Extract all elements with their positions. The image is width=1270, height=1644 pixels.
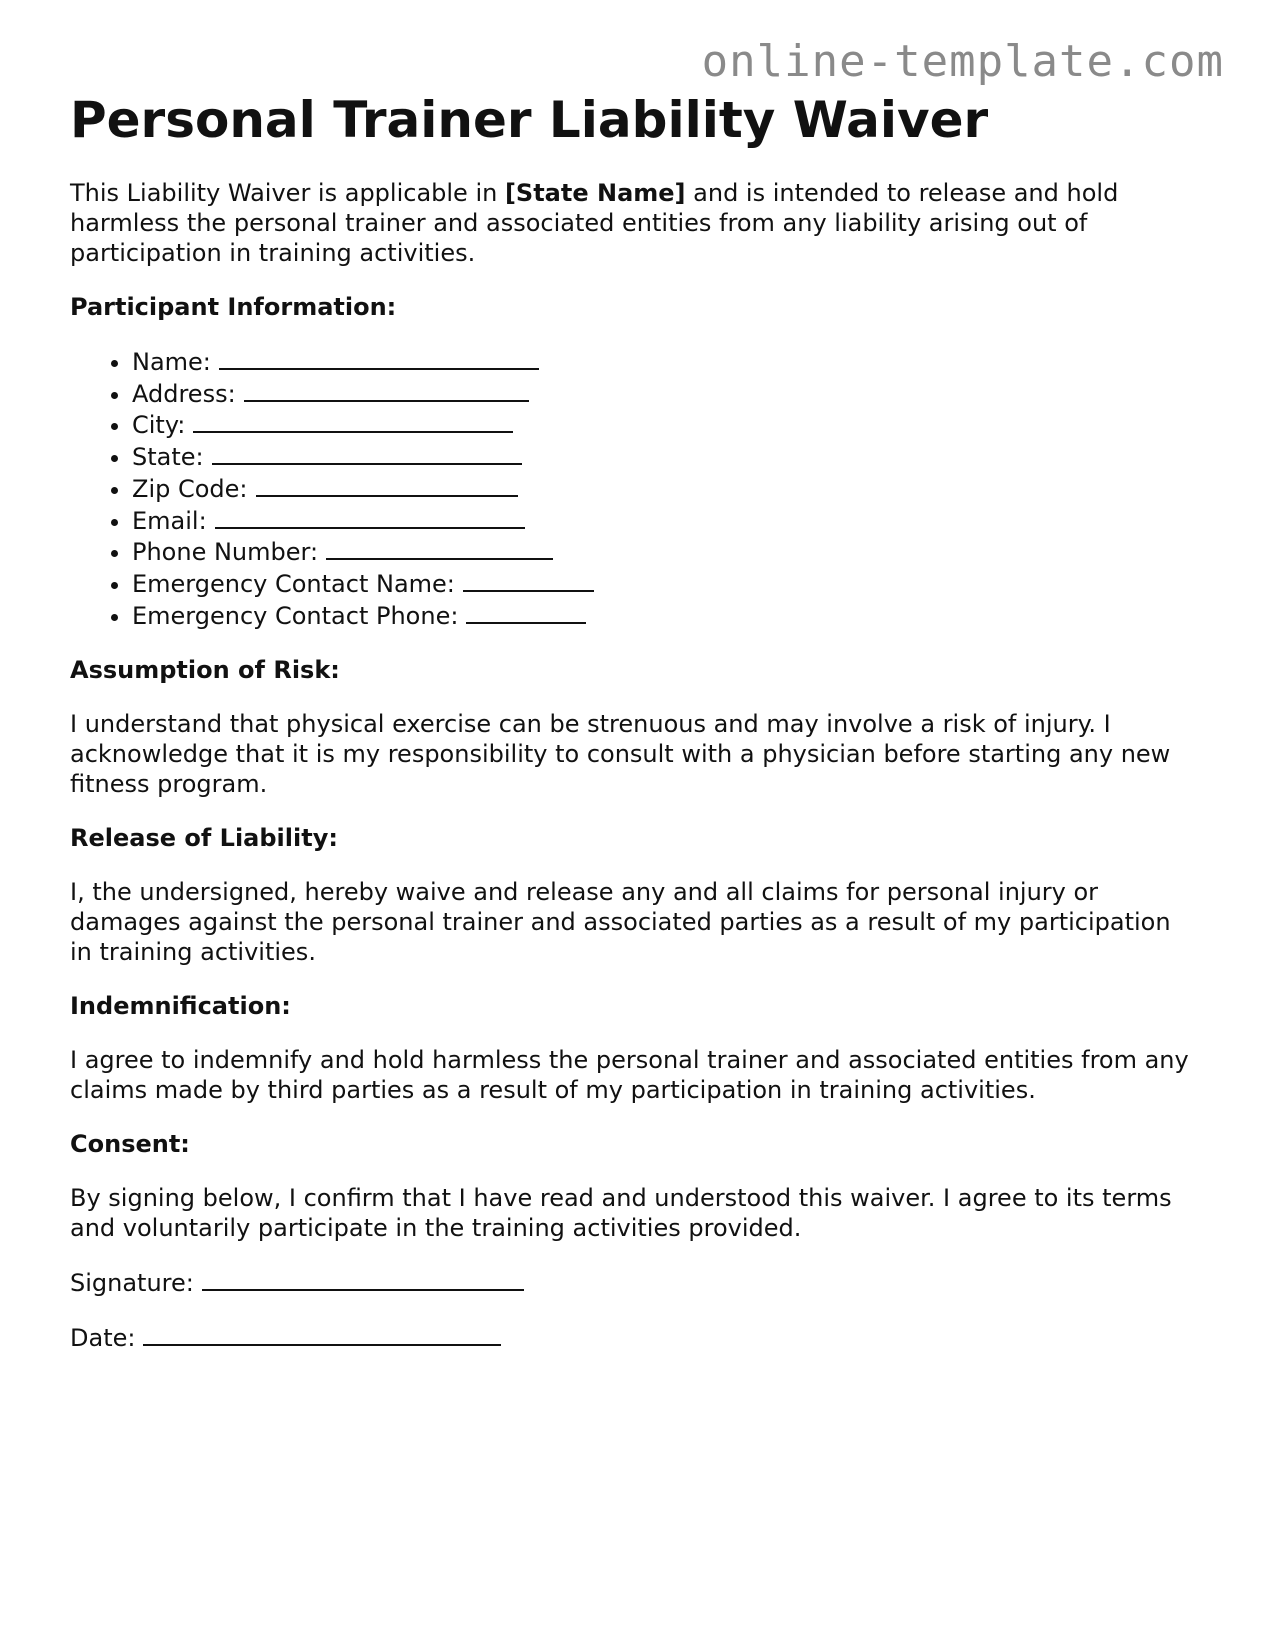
- name-blank-line[interactable]: [219, 346, 539, 370]
- zip-code-blank-line[interactable]: [256, 473, 518, 497]
- indemnification-text: I agree to indemnify and hold harmless the personal trainer and associated entities from any claims made by third parties as a result of my participation in training activities.: [70, 1046, 1189, 1105]
- field-label: City:: [132, 411, 186, 440]
- signature-row: [70, 1267, 1200, 1298]
- intro-text-after: and is intended to release and hold harmless the personal trainer and associated entities from any liability arising out of participation in training activities.: [70, 179, 1119, 267]
- emergency-contact-name-blank-line[interactable]: [463, 568, 594, 592]
- signature-blank-line[interactable]: [202, 1267, 524, 1291]
- intro-text-before: This Liability Waiver is applicable in: [70, 179, 505, 207]
- address-blank-line[interactable]: [244, 378, 529, 402]
- field-emergency-contact-phone: [132, 600, 1200, 632]
- risk-heading: Assumption of Risk:: [70, 656, 340, 685]
- intro-paragraph: [70, 178, 1200, 268]
- email-blank-line[interactable]: [215, 505, 525, 529]
- phone-number-blank-line[interactable]: [326, 536, 553, 560]
- signature-label: Signature:: [70, 1269, 194, 1298]
- document: [70, 88, 1200, 1353]
- field-address: [132, 378, 1200, 410]
- date-row: [70, 1322, 1200, 1353]
- release-heading: Release of Liability:: [70, 824, 338, 853]
- state-blank-line[interactable]: [212, 441, 522, 465]
- consent-heading: Consent:: [70, 1130, 190, 1159]
- participant-heading: Participant Information:: [70, 293, 397, 321]
- field-name: [132, 346, 1200, 378]
- field-emergency-contact-name: [132, 568, 1200, 600]
- field-state: [132, 441, 1200, 473]
- field-label: Email:: [132, 506, 207, 535]
- field-label: Emergency Contact Phone:: [132, 601, 459, 630]
- field-email: [132, 505, 1200, 537]
- state-name-placeholder: [State Name]: [504, 179, 686, 207]
- release-text: I, the undersigned, hereby waive and release any and all claims for personal injury or damages against the personal trainer and associated parties as a result of my participation in training activities.: [70, 878, 1171, 967]
- city-blank-line[interactable]: [193, 409, 513, 433]
- field-label: Phone Number:: [132, 538, 319, 567]
- field-label: State:: [132, 443, 204, 472]
- watermark: online-template.com: [701, 36, 1224, 87]
- field-label: Emergency Contact Name:: [132, 569, 455, 598]
- field-label: Zip Code:: [132, 474, 248, 503]
- field-label: Name:: [132, 348, 211, 376]
- field-label: Address:: [132, 379, 236, 408]
- emergency-contact-phone-blank-line[interactable]: [466, 600, 586, 624]
- date-label: Date:: [70, 1324, 136, 1353]
- risk-text: I understand that physical exercise can be strenuous and may involve a risk of injury. I acknowledge that it is my responsibility to consult with a physician before starting any new fitness program.: [70, 710, 1171, 799]
- document-title: Personal Trainer Liability Waiver: [70, 91, 989, 149]
- field-phone-number: [132, 536, 1200, 568]
- participant-fields-list: [70, 346, 1200, 631]
- indemnification-heading: Indemnification:: [70, 992, 291, 1021]
- consent-text: By signing below, I confirm that I have read and understood this waiver. I agree to its terms and voluntarily participate in the training activities provided.: [70, 1184, 1172, 1243]
- date-blank-line[interactable]: [143, 1322, 501, 1346]
- field-city: [132, 409, 1200, 441]
- field-zip-code: [132, 473, 1200, 505]
